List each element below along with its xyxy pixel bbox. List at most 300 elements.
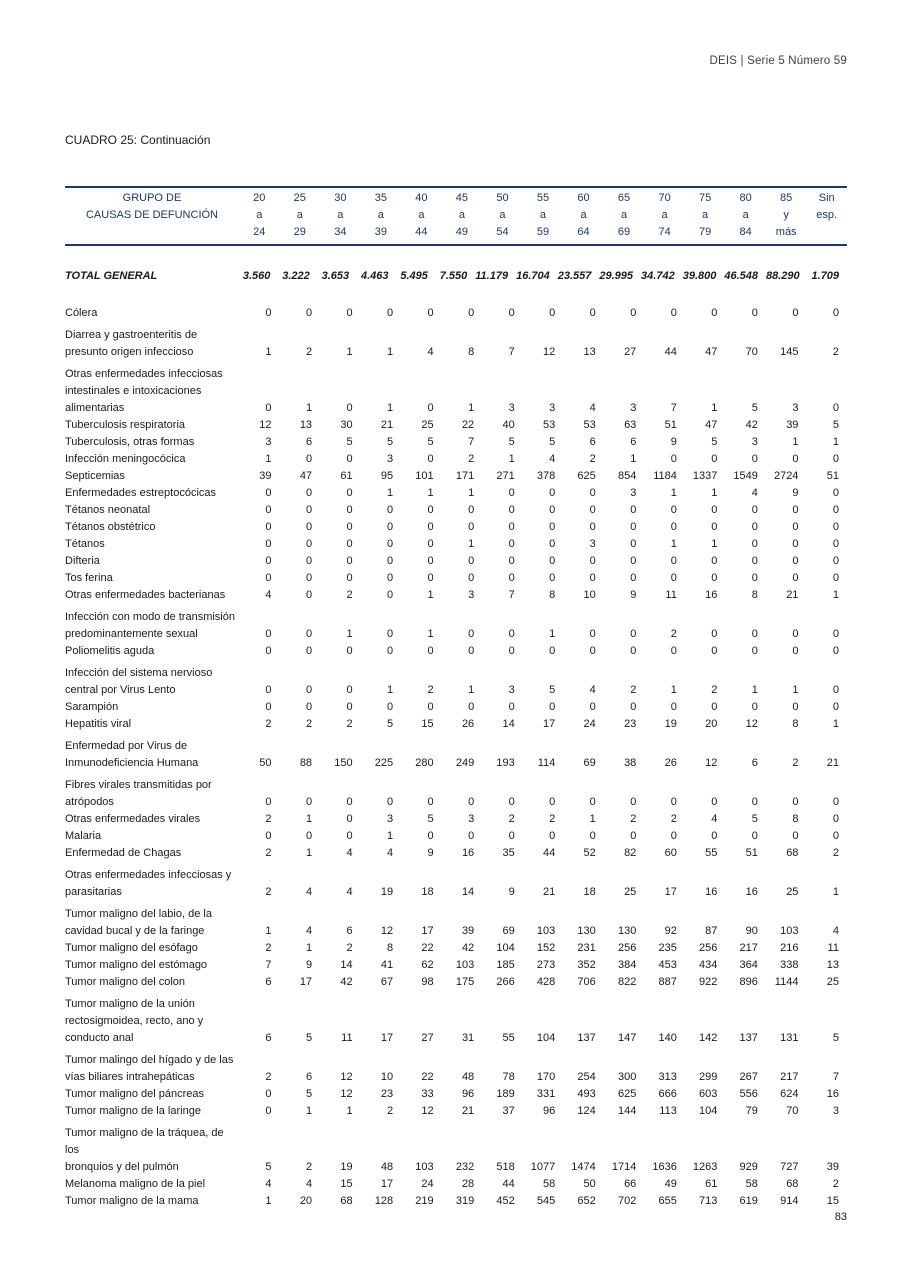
row-value: 145 [780,346,799,358]
row-value: 0 [305,504,313,516]
row-value: 0 [670,307,677,319]
row-label [65,609,239,643]
table-row [65,738,847,772]
row-value: 68 [340,1195,353,1207]
row-value: 0 [751,307,758,319]
row-value: 217 [780,1071,799,1083]
row-value: 39 [786,419,799,431]
row-value: 0 [832,796,839,808]
table-row [65,553,847,570]
row-value: 68 [786,1178,799,1190]
age-column-mid: a [580,209,587,221]
row-value: 655 [658,1195,677,1207]
row-value: 0 [711,453,718,465]
row-label [65,536,239,553]
row-value: 3 [265,436,272,448]
table-row [65,643,847,660]
row-value: 0 [305,555,313,567]
row-value: 0 [589,521,596,533]
age-column-bottom: 69 [617,226,631,238]
row-value: 0 [508,572,515,584]
row-label-line: Otras enfermedades virales [65,813,201,825]
row-value: 0 [630,307,637,319]
table-row [65,468,847,485]
row-label-line: Tumor maligno de la tráquea, de los [65,1127,224,1156]
table-row [65,1193,847,1210]
row-value: 13 [299,419,313,431]
total-value-6: 11.179 [475,270,509,282]
age-column-header-8 [563,190,604,241]
row-value: 0 [265,572,272,584]
row-value: 0 [751,645,758,657]
row-value: 0 [265,504,272,516]
row-value: 2 [305,718,313,730]
row-value: 15 [340,1178,353,1190]
row-value: 1 [305,942,313,954]
row-value: 2 [468,453,475,465]
row-value: 20 [705,718,718,730]
row-value: 0 [508,487,515,499]
row-value: 103 [780,925,799,937]
row-value: 0 [305,307,313,319]
row-value: 545 [536,1195,556,1207]
row-value: 1 [265,925,272,937]
age-column-top: 60 [577,192,590,204]
row-value: 1 [387,684,394,696]
row-value: 2 [670,628,677,640]
row-value: 0 [832,521,839,533]
row-value: 0 [305,572,313,584]
row-label [65,366,239,417]
row-value: 1 [305,847,313,859]
row-value: 0 [589,487,596,499]
age-column-top: 35 [374,192,387,204]
row-value: 88 [299,757,313,769]
row-label-line: Malaria [65,830,102,842]
row-value: 0 [265,555,272,567]
row-value: 0 [751,796,758,808]
age-column-mid: a [539,209,547,221]
row-value: 2 [792,757,799,769]
age-column-mid: a [377,209,384,221]
row-value: 0 [589,645,596,657]
row-value: 12 [745,718,758,730]
row-label [65,502,239,519]
row-value: 0 [468,830,475,842]
row-value: 0 [468,307,475,319]
row-value: 929 [739,1161,758,1173]
row-value: 47 [299,470,313,482]
age-column-top: 25 [293,192,306,204]
age-column-top: 20 [253,192,266,204]
row-value: 0 [346,572,353,584]
row-value: 15 [826,1195,839,1207]
row-value: 0 [468,645,475,657]
row-value: 0 [508,307,515,319]
row-value: 266 [496,976,515,988]
age-column-header-12 [725,190,766,241]
row-value: 104 [536,1032,556,1044]
row-value: 2724 [773,470,799,482]
row-value: 39 [826,1161,839,1173]
row-value: 2 [630,684,637,696]
row-value: 713 [699,1195,718,1207]
row-value: 0 [711,504,718,516]
row-value: 5 [549,436,556,448]
row-label [65,417,239,434]
row-value: 16 [705,589,718,601]
row-value: 50 [259,757,272,769]
row-value: 0 [670,555,677,567]
row-value: 11 [827,942,839,954]
row-value: 0 [711,796,718,808]
row-value: 0 [832,504,839,516]
table-row [65,974,847,991]
row-value: 0 [711,307,718,319]
age-column-top: 55 [536,192,550,204]
row-label [65,996,239,1047]
row-value: 70 [786,1105,799,1117]
age-column-bottom [806,224,847,241]
row-value: 12 [380,925,394,937]
row-value: 0 [346,796,353,808]
row-value: 1 [711,538,718,550]
row-label-line: Tumor malingo del hígado y de las [65,1054,234,1066]
row-value: 0 [387,645,394,657]
row-value: 2 [427,684,434,696]
row-value: 0 [792,521,799,533]
row-value: 131 [780,1032,799,1044]
row-value: 0 [305,684,313,696]
row-value: 55 [502,1032,515,1044]
row-value: 140 [658,1032,677,1044]
age-column-bottom: 79 [698,226,712,238]
row-label [65,1176,239,1193]
row-value: 299 [699,1071,718,1083]
age-column-bottom: más [775,226,797,238]
row-value: 378 [536,470,556,482]
table-row [65,867,847,901]
row-value: 232 [455,1161,475,1173]
row-value: 702 [617,1195,637,1207]
total-value-10: 34.742 [641,270,675,282]
row-value: 0 [832,645,839,657]
row-label [65,811,239,828]
row-value: 185 [496,959,515,971]
row-value: 30 [340,419,353,431]
row-value: 338 [780,959,799,971]
row-value: 273 [536,959,556,971]
row-value: 5 [387,436,394,448]
row-value: 4 [346,847,353,859]
total-value-12: 46.548 [724,270,759,282]
row-value: 0 [305,453,313,465]
row-value: 21 [461,1105,475,1117]
row-value: 2 [549,813,556,825]
age-column-mid: a [702,209,709,221]
row-value: 17 [380,1178,394,1190]
row-label-line: Tumor maligno de la mama [65,1195,199,1207]
total-value-13: 88.290 [766,270,800,282]
row-value: 0 [305,487,313,499]
age-column-mid: a [661,209,668,221]
row-value: 39 [461,925,475,937]
age-column-bottom: 59 [536,226,550,238]
row-label-line: Tétanos [65,538,105,550]
row-value: 922 [699,976,718,988]
table-row [65,536,847,553]
row-value: 17 [421,925,434,937]
row-value: 0 [265,538,272,550]
table-row [65,906,847,940]
row-value: 0 [346,701,353,713]
row-value: 12 [340,1088,353,1100]
row-value: 1714 [611,1161,637,1173]
row-value: 13 [583,346,596,358]
row-value: 4 [832,925,839,937]
row-label [65,699,239,716]
total-value-11: 39.800 [682,270,717,282]
row-value: 2 [346,942,353,954]
row-value: 4 [751,487,758,499]
row-label-line: Tuberculosis, otras formas [65,436,195,448]
row-value: 0 [427,307,434,319]
row-value: 384 [617,959,637,971]
row-value: 51 [664,419,677,431]
page-number: 83 [834,1211,847,1223]
row-value: 0 [832,453,839,465]
age-column-top: 40 [415,192,428,204]
age-column-top: 45 [455,192,469,204]
row-value: 0 [549,521,556,533]
row-value: 2 [711,684,718,696]
row-value: 38 [624,757,637,769]
row-value: 4 [427,346,434,358]
row-value: 0 [832,628,839,640]
row-value: 364 [739,959,758,971]
row-value: 2 [508,813,515,825]
row-value: 0 [589,572,596,584]
row-value: 28 [461,1178,475,1190]
row-value: 231 [577,942,596,954]
row-value: 1077 [530,1161,556,1173]
age-column-mid: a [458,209,465,221]
row-value: 6 [589,436,596,448]
age-column-bottom: 54 [496,226,509,238]
age-column-header-11 [685,190,726,241]
row-value: 6 [751,757,758,769]
row-value: 1 [711,487,718,499]
row-value: 1 [792,436,799,448]
row-value: 0 [305,538,313,550]
row-value: 113 [659,1105,677,1117]
row-value: 4 [305,1178,313,1190]
row-value: 0 [751,555,758,567]
row-label-line: Cólera [65,307,98,319]
row-value: 0 [346,538,353,550]
row-value: 6 [265,976,272,988]
row-value: 9 [670,436,677,448]
total-value-9: 29.995 [599,270,634,282]
row-value: 189 [496,1088,515,1100]
row-label-line: Tuberculosis respiratoria [65,419,186,431]
row-value: 1 [387,402,394,414]
table-row [65,417,847,434]
row-value: 12 [543,346,556,358]
age-column-bottom: 49 [455,226,469,238]
column-header-causes [65,190,239,241]
row-value: 0 [711,572,718,584]
row-value: 58 [745,1178,758,1190]
row-value: 0 [427,555,434,567]
table-row [65,434,847,451]
row-value: 452 [496,1195,515,1207]
row-value: 0 [832,830,839,842]
row-value: 6 [305,1071,313,1083]
table-row [65,957,847,974]
row-label [65,1052,239,1086]
row-value: 5 [751,402,758,414]
row-value: 6 [305,436,313,448]
table-row [65,502,847,519]
row-value: 0 [711,555,718,567]
row-value: 130 [577,925,596,937]
row-value: 92 [664,925,677,937]
row-value: 1 [589,813,596,825]
row-value: 0 [508,504,515,516]
row-label-line: Enfermedad por Virus de [65,740,188,752]
row-value: 0 [630,796,637,808]
row-value: 313 [658,1071,677,1083]
row-label-line: Otras enfermedades infecciosas y [65,869,232,881]
row-value: 152 [536,942,556,954]
row-value: 19 [340,1161,353,1173]
row-value: 27 [421,1032,434,1044]
row-value: 0 [468,628,475,640]
row-value: 4 [346,886,353,898]
row-value: 493 [577,1088,596,1100]
row-value: 21 [543,886,556,898]
table-row [65,451,847,468]
row-value: 130 [617,925,637,937]
row-value: 6 [630,436,637,448]
row-value: 0 [508,538,515,550]
table-row [65,716,847,733]
row-value: 7 [508,346,515,358]
row-value: 3 [468,813,475,825]
table-row [65,699,847,716]
row-value: 0 [792,453,799,465]
row-label-line: Fibres virales transmitidas por [65,779,212,791]
age-column-header-14 [806,190,847,241]
row-label [65,468,239,485]
row-value: 727 [780,1161,799,1173]
row-value: 42 [340,976,353,988]
row-value: 666 [658,1088,677,1100]
row-value: 8 [549,589,556,601]
row-value: 0 [305,701,313,713]
row-label [65,643,239,660]
row-label-line: Diarrea y gastroenteritis de [65,329,198,341]
row-value: 1 [670,684,677,696]
table-row [65,587,847,604]
row-label [65,587,239,604]
row-value: 0 [265,1105,272,1117]
row-value: 104 [699,1105,718,1117]
row-value: 8 [387,942,394,954]
row-label [65,570,239,587]
row-value: 1 [792,684,799,696]
table-body [65,305,847,1210]
age-column-bottom: 44 [415,226,428,238]
row-value: 0 [751,521,758,533]
row-value: 3 [387,453,394,465]
row-value: 27 [624,346,637,358]
row-value: 60 [664,847,677,859]
row-value: 822 [617,976,637,988]
row-value: 24 [583,718,596,730]
row-value: 3 [751,436,758,448]
row-value: 0 [265,521,272,533]
row-value: 4 [265,1178,272,1190]
row-value: 7 [468,436,475,448]
row-value: 0 [346,555,353,567]
row-value: 0 [589,701,596,713]
total-row-label: TOTAL GENERAL [65,270,158,282]
row-value: 0 [630,572,637,584]
row-value: 0 [630,830,637,842]
row-value: 4 [305,886,313,898]
row-value: 0 [468,504,475,516]
row-value: 19 [380,886,394,898]
row-value: 0 [549,307,556,319]
row-value: 0 [346,504,353,516]
row-value: 11 [665,589,677,601]
row-value: 0 [265,307,272,319]
row-value: 0 [305,521,313,533]
age-column-top: 75 [698,192,712,204]
row-value: 0 [670,504,677,516]
row-value: 0 [427,830,434,842]
row-value: 1 [670,487,677,499]
row-value: 2 [305,1161,313,1173]
row-value: 0 [346,307,353,319]
row-value: 142 [699,1032,718,1044]
row-value: 0 [305,628,313,640]
age-column-bottom: 74 [658,226,671,238]
row-label-line: vías biliares intrahepáticas [65,1071,195,1083]
row-value: 16 [745,886,758,898]
row-value: 0 [589,796,596,808]
age-column-top: 65 [617,192,631,204]
row-value: 0 [792,504,799,516]
row-value: 0 [751,701,758,713]
row-value: 33 [421,1088,434,1100]
row-value: 3 [630,402,637,414]
row-value: 69 [583,757,596,769]
table-row [65,665,847,699]
row-value: 26 [664,757,677,769]
age-column-mid: a [620,209,628,221]
row-value: 170 [536,1071,556,1083]
row-value: 1263 [692,1161,718,1173]
row-value: 21 [826,757,839,769]
row-value: 0 [468,796,475,808]
row-label-line: Enfermedad de Chagas [65,847,182,859]
row-value: 7 [832,1071,839,1083]
row-value: 17 [543,718,556,730]
age-column-bottom: 29 [293,226,306,238]
